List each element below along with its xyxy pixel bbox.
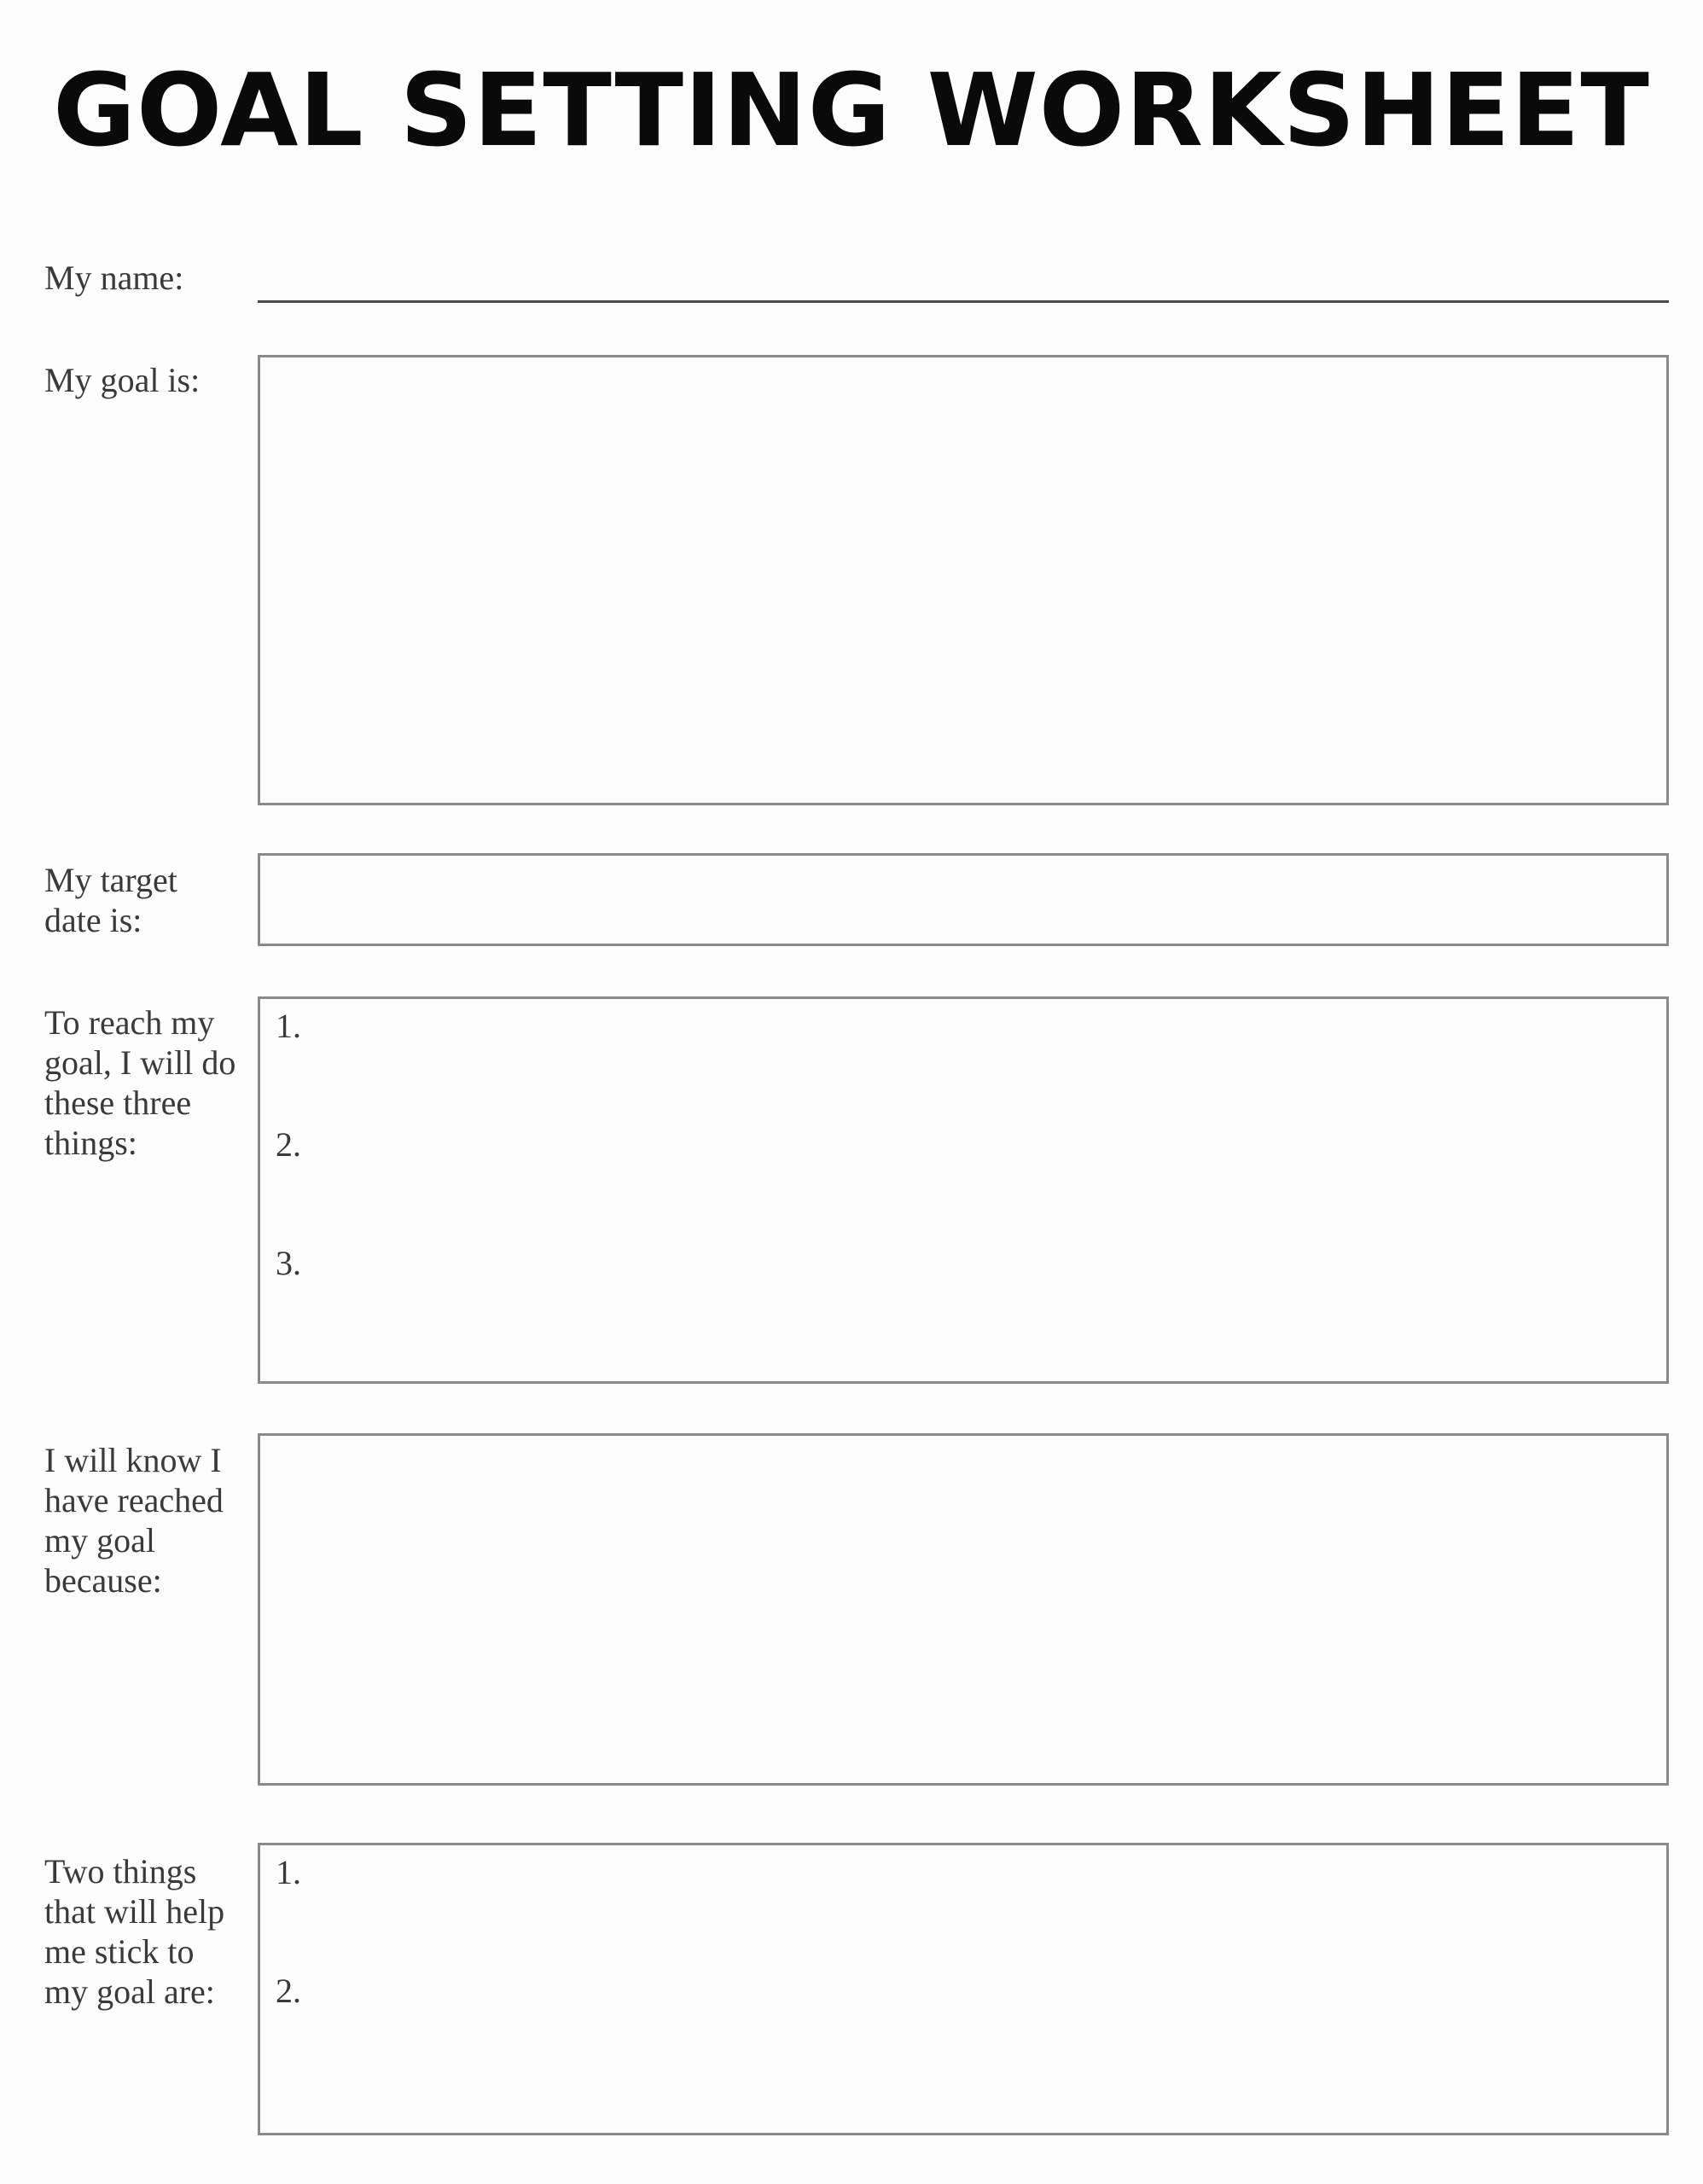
helpers-box[interactable]: [258, 1843, 1669, 2135]
helpers-label: Two things that will help me stick to my goal are:: [44, 1852, 225, 2011]
goal-label: My goal is:: [44, 361, 201, 399]
step-number-1: 1.: [276, 1007, 301, 1045]
target-date-box[interactable]: [258, 853, 1669, 946]
step-number-2: 2.: [276, 1125, 301, 1164]
success-box[interactable]: [258, 1433, 1669, 1786]
helper-number-1: 1.: [276, 1853, 301, 1891]
name-line-field[interactable]: [258, 300, 1669, 303]
steps-box[interactable]: [258, 996, 1669, 1384]
steps-label: To reach my goal, I will do these three things:: [44, 1003, 236, 1162]
step-number-3: 3.: [276, 1244, 301, 1282]
target-date-label: My target date is:: [44, 861, 177, 939]
name-label: My name:: [44, 258, 184, 297]
success-label: I will know I have reached my goal because:: [44, 1441, 224, 1600]
worksheet-title: GOAL SETTING WORKSHEET: [53, 51, 1650, 169]
helper-number-2: 2.: [276, 1972, 301, 2010]
goal-box[interactable]: [258, 355, 1669, 805]
